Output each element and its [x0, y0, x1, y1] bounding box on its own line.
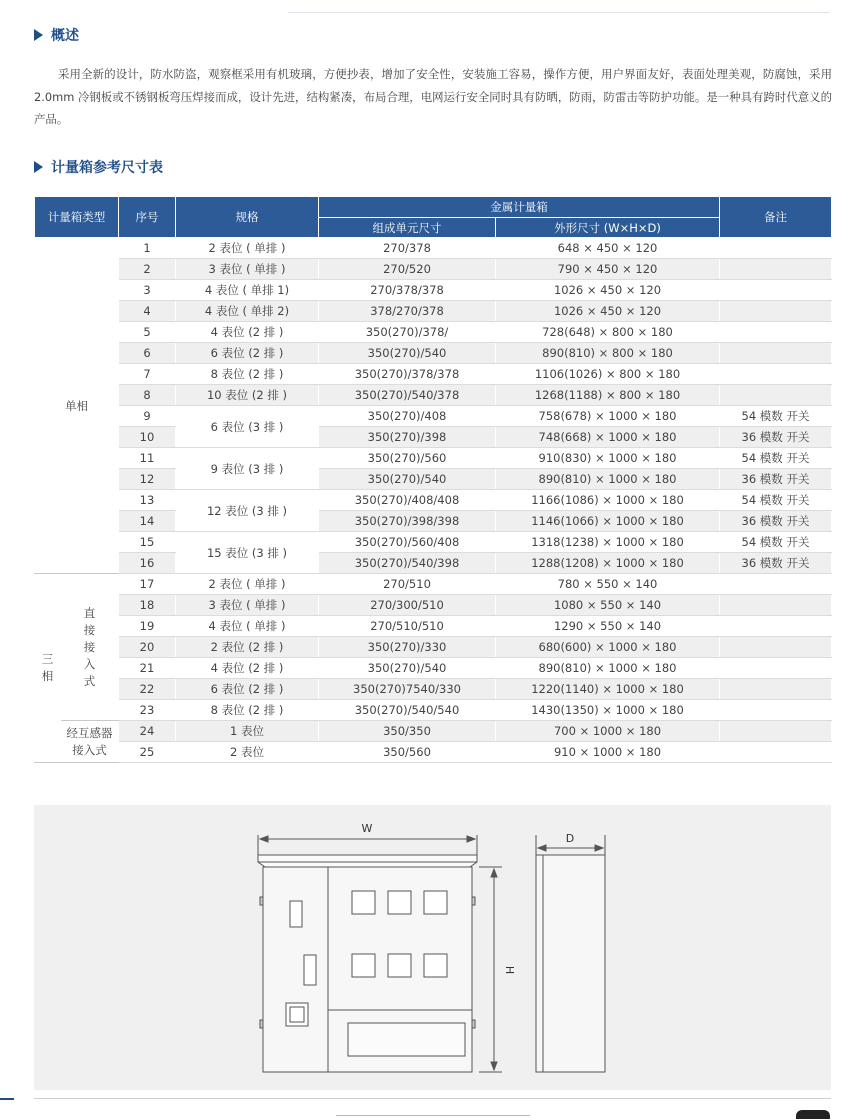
cell-spec: 15 表位 (3 排 ) [176, 532, 319, 574]
cell-outer-size: 890(810) × 1000 × 180 [496, 469, 720, 490]
cell-outer-size: 1166(1086) × 1000 × 180 [496, 490, 720, 511]
cell-seq: 21 [119, 658, 176, 679]
cell-seq: 14 [119, 511, 176, 532]
cell-unit-size: 350(270)/398 [319, 427, 496, 448]
cell-outer-size: 780 × 550 × 140 [496, 574, 720, 595]
cell-outer-size: 1026 × 450 × 120 [496, 280, 720, 301]
table-row [35, 322, 832, 343]
cell-seq: 23 [119, 700, 176, 721]
table-row [35, 364, 832, 385]
cell-outer-size: 890(810) × 800 × 180 [496, 343, 720, 364]
cell-unit-size: 350(270)/378/ [319, 322, 496, 343]
cell-unit-size: 270/378/378 [319, 280, 496, 301]
cell-spec: 2 表位 (2 排 ) [176, 637, 319, 658]
table-row [35, 406, 832, 427]
cell-spec: 2 表位 ( 单排 ) [176, 238, 319, 259]
header-outer-size: 外形尺寸 (W×H×D) [496, 218, 720, 238]
cell-seq: 5 [119, 322, 176, 343]
table-row [35, 637, 832, 658]
page-number-fragment [796, 1110, 830, 1119]
cell-seq: 8 [119, 385, 176, 406]
left-accent-mark [0, 1098, 14, 1100]
cell-unit-size: 350(270)/540 [319, 343, 496, 364]
cell-spec: 4 表位 ( 单排 ) [176, 616, 319, 637]
cell-spec: 9 表位 (3 排 ) [176, 448, 319, 490]
cell-unit-size: 350(270)/540/378 [319, 385, 496, 406]
cell-outer-size: 648 × 450 × 120 [496, 238, 720, 259]
cell-spec: 3 表位 ( 单排 ) [176, 595, 319, 616]
cell-seq: 15 [119, 532, 176, 553]
cell-spec: 6 表位 (3 排 ) [176, 406, 319, 448]
table-row [35, 553, 832, 574]
cell-note [720, 238, 832, 259]
cell-note [720, 259, 832, 280]
cell-outer-size: 1430(1350) × 1000 × 180 [496, 700, 720, 721]
cell-unit-size: 350(270)7540/330 [319, 679, 496, 700]
cell-seq: 6 [119, 343, 176, 364]
cell-unit-size: 350(270)/408/408 [319, 490, 496, 511]
intro-paragraph: 采用全新的设计，防水防盗，观察框采用有机玻璃，方便抄表，增加了安全性，安装施工容易，操作方便，用户界面友好，表面处理美观，防腐蚀，采用 2.0mm 冷钢板或不锈钢板弯压焊接而成，设计先进，结构紧凑，布局合理，电网运行安全同时具有防晒，防雨，防雷击等防护功能。是一种具有跨时代意义的产品。 [34, 67, 832, 126]
cell-note [720, 742, 832, 763]
cell-note [720, 322, 832, 343]
header-seq: 序号 [119, 197, 176, 238]
cell-spec: 4 表位 ( 单排 2) [176, 301, 319, 322]
header-metal-box: 金属计量箱 [319, 197, 720, 218]
cabinet-drawing [34, 805, 831, 1090]
group-single-phase: 单相 [35, 238, 119, 574]
size-table [34, 196, 832, 763]
cell-note [720, 616, 832, 637]
table-row [35, 511, 832, 532]
cell-spec: 3 表位 ( 单排 ) [176, 259, 319, 280]
header-unit-size: 组成单元尺寸 [319, 218, 496, 238]
cell-note [720, 637, 832, 658]
cell-spec: 8 表位 (2 排 ) [176, 700, 319, 721]
cell-note: 54 模数 开关 [720, 406, 832, 427]
table-row [35, 427, 832, 448]
table-row [35, 595, 832, 616]
cell-unit-size: 350(270)/540/540 [319, 700, 496, 721]
cell-note: 36 模数 开关 [720, 511, 832, 532]
bottom-divider [34, 1098, 831, 1099]
cell-spec: 10 表位 (2 排 ) [176, 385, 319, 406]
top-divider [288, 12, 830, 13]
width-label: W [361, 822, 373, 835]
cell-seq: 18 [119, 595, 176, 616]
cell-unit-size: 378/270/378 [319, 301, 496, 322]
cell-note: 36 模数 开关 [720, 427, 832, 448]
table-row [35, 721, 832, 742]
cell-outer-size: 748(668) × 1000 × 180 [496, 427, 720, 448]
triangle-bullet-icon [34, 161, 43, 173]
cell-seq: 9 [119, 406, 176, 427]
cell-unit-size: 350(270)/540 [319, 658, 496, 679]
cell-unit-size: 270/300/510 [319, 595, 496, 616]
cell-outer-size: 1220(1140) × 1000 × 180 [496, 679, 720, 700]
cell-note [720, 343, 832, 364]
cell-unit-size: 350/350 [319, 721, 496, 742]
cell-seq: 16 [119, 553, 176, 574]
cell-outer-size: 1268(1188) × 800 × 180 [496, 385, 720, 406]
cell-note [720, 301, 832, 322]
group-three-phase: 三相 [35, 574, 61, 763]
cell-outer-size: 1290 × 550 × 140 [496, 616, 720, 637]
cell-spec: 1 表位 [176, 721, 319, 742]
cell-unit-size: 350(270)/560/408 [319, 532, 496, 553]
cell-spec: 4 表位 (2 排 ) [176, 322, 319, 343]
cell-spec: 6 表位 (2 排 ) [176, 343, 319, 364]
cell-outer-size: 790 × 450 × 120 [496, 259, 720, 280]
table-row [35, 700, 832, 721]
cell-seq: 19 [119, 616, 176, 637]
cell-outer-size: 700 × 1000 × 180 [496, 721, 720, 742]
cell-unit-size: 350(270)/408 [319, 406, 496, 427]
group-direct-access: 直接接入式 [61, 574, 119, 721]
cell-unit-size: 270/510 [319, 574, 496, 595]
cell-seq: 11 [119, 448, 176, 469]
triangle-bullet-icon [34, 29, 43, 41]
cell-spec: 2 表位 [176, 742, 319, 763]
table-row [35, 679, 832, 700]
cell-seq: 20 [119, 637, 176, 658]
cell-unit-size: 350(270)/330 [319, 637, 496, 658]
cell-seq: 1 [119, 238, 176, 259]
cell-unit-size: 350/560 [319, 742, 496, 763]
cell-seq: 13 [119, 490, 176, 511]
cell-note [720, 364, 832, 385]
section-heading-size-table [34, 159, 163, 177]
footer-bar [336, 1115, 530, 1120]
cell-unit-size: 270/378 [319, 238, 496, 259]
cell-outer-size: 1080 × 550 × 140 [496, 595, 720, 616]
section-heading-overview [34, 27, 79, 45]
cell-unit-size: 350(270)/560 [319, 448, 496, 469]
cell-unit-size: 350(270)/540/398 [319, 553, 496, 574]
cell-spec: 4 表位 (2 排 ) [176, 658, 319, 679]
cell-seq: 4 [119, 301, 176, 322]
cell-note [720, 700, 832, 721]
cell-note: 54 模数 开关 [720, 490, 832, 511]
cell-spec: 6 表位 (2 排 ) [176, 679, 319, 700]
table-row [35, 574, 832, 595]
table-row [35, 448, 832, 469]
cell-outer-size: 910 × 1000 × 180 [496, 742, 720, 763]
cell-seq: 3 [119, 280, 176, 301]
section-title-text: 概述 [51, 28, 79, 44]
depth-label: D [565, 832, 575, 845]
cell-seq: 22 [119, 679, 176, 700]
cell-note: 36 模数 开关 [720, 469, 832, 490]
cell-seq: 12 [119, 469, 176, 490]
cell-outer-size: 1318(1238) × 1000 × 180 [496, 532, 720, 553]
table-row [35, 343, 832, 364]
cell-spec: 8 表位 (2 排 ) [176, 364, 319, 385]
cell-seq: 25 [119, 742, 176, 763]
cell-outer-size: 1146(1066) × 1000 × 180 [496, 511, 720, 532]
cell-outer-size: 1026 × 450 × 120 [496, 301, 720, 322]
cell-unit-size: 350(270)/540 [319, 469, 496, 490]
cell-unit-size: 270/520 [319, 259, 496, 280]
header-spec: 规格 [176, 197, 319, 238]
table-row [35, 469, 832, 490]
table-row [35, 532, 832, 553]
cell-note: 36 模数 开关 [720, 553, 832, 574]
cell-seq: 2 [119, 259, 176, 280]
section-title-text: 计量箱参考尺寸表 [51, 160, 163, 176]
table-row [35, 490, 832, 511]
cell-outer-size: 728(648) × 800 × 180 [496, 322, 720, 343]
cell-note [720, 385, 832, 406]
group-ct-access: 经互感器接入式 [61, 721, 119, 763]
table-row [35, 742, 832, 763]
header-note: 备注 [720, 197, 832, 238]
cell-seq: 10 [119, 427, 176, 448]
cell-note [720, 574, 832, 595]
cell-unit-size: 350(270)/378/378 [319, 364, 496, 385]
cell-seq: 24 [119, 721, 176, 742]
table-row [35, 658, 832, 679]
cell-spec: 4 表位 ( 单排 1) [176, 280, 319, 301]
cell-unit-size: 350(270)/398/398 [319, 511, 496, 532]
table-row [35, 238, 832, 259]
cell-seq: 17 [119, 574, 176, 595]
cell-outer-size: 910(830) × 1000 × 180 [496, 448, 720, 469]
height-label: H [503, 965, 516, 975]
size-table-body [35, 238, 832, 763]
cell-spec: 12 表位 (3 排 ) [176, 490, 319, 532]
cell-outer-size: 680(600) × 1000 × 180 [496, 637, 720, 658]
cell-unit-size: 270/510/510 [319, 616, 496, 637]
cell-outer-size: 758(678) × 1000 × 180 [496, 406, 720, 427]
cell-outer-size: 890(810) × 1000 × 180 [496, 658, 720, 679]
cell-spec: 2 表位 ( 单排 ) [176, 574, 319, 595]
table-row [35, 385, 832, 406]
table-row [35, 280, 832, 301]
cell-note: 54 模数 开关 [720, 532, 832, 553]
cell-note [720, 679, 832, 700]
cell-note [720, 280, 832, 301]
cell-note [720, 658, 832, 679]
product-diagram [34, 805, 831, 1090]
table-row [35, 616, 832, 637]
cell-outer-size: 1288(1208) × 1000 × 180 [496, 553, 720, 574]
table-row [35, 259, 832, 280]
cell-note [720, 595, 832, 616]
cell-note [720, 721, 832, 742]
cell-seq: 7 [119, 364, 176, 385]
cell-outer-size: 1106(1026) × 800 × 180 [496, 364, 720, 385]
cell-note: 54 模数 开关 [720, 448, 832, 469]
header-type: 计量箱类型 [35, 197, 119, 238]
table-row [35, 301, 832, 322]
